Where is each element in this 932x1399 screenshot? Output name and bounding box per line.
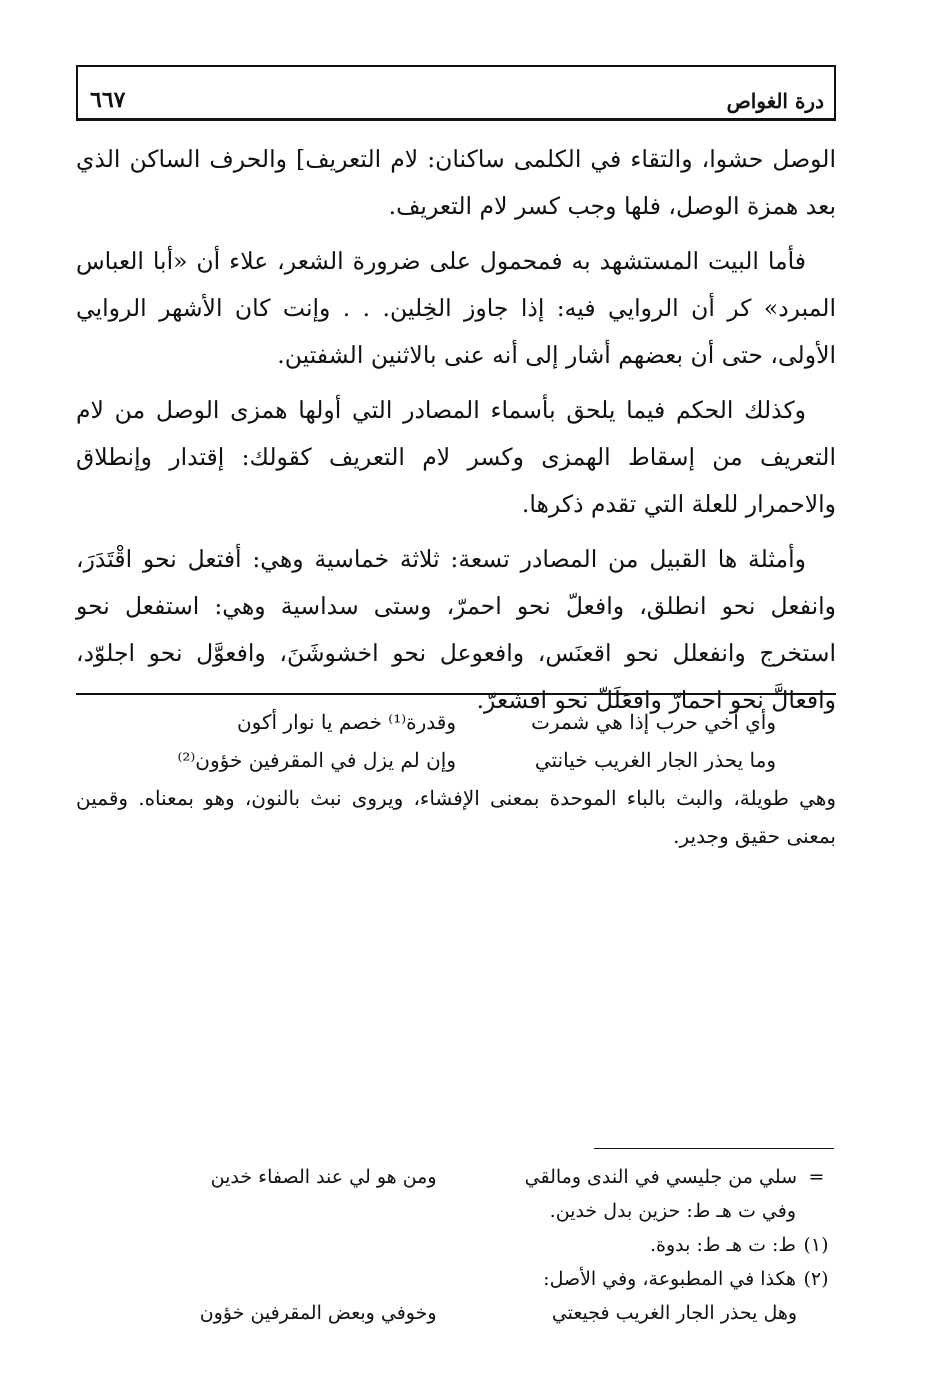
footnote-short-separator — [594, 1148, 834, 1149]
verse-line — [76, 703, 836, 741]
footnote-number: (١) — [803, 1234, 829, 1256]
variant-note: وفي ت هـ ط: حزين بدل خدين. — [549, 1200, 796, 1222]
bottom-footnotes — [76, 1160, 836, 1330]
verse-second-hemistich: وقدرة⁽¹⁾ خصم يا نوار أكون — [236, 710, 456, 734]
main-text — [76, 136, 836, 732]
verse-line — [76, 1160, 836, 1194]
paragraph: الوصل حشوا، والتقاء في الكلمى ساكنان: لام التعريف] والحرف الساكن الذي بعد همزة الوصل، فلها وجب كسر لام التعريف. — [76, 145, 836, 220]
footnote-item — [76, 1228, 836, 1262]
paragraph: وأمثلة ها القبيل من المصادر تسعة: ثلاثة خماسية وهي: أفتعل نحو اقْتَدَرَ، وانفعل نحو انطلق، وافعلّ نحو احمرّ، وستى سداسية وهي: استفعل نحو استخرج وانفعلل نحو اقعنَس، وافعوعل نحو اخشوشَنَ، وافعوَّل نحو اجلوّد، وافعالَّ نحو احمارّ وافعَلَلّ نحو اقشعرّ. — [76, 545, 836, 714]
verse-first-hemistich: سلي من جليسي في الندى ومالقي — [524, 1166, 798, 1188]
footnote-number: (٢) — [803, 1268, 829, 1290]
footnote-text: ط: ت هـ ط: بدوة. — [649, 1234, 796, 1256]
page-number: ٦٦٧ — [90, 87, 126, 113]
footnote-separator — [76, 693, 836, 695]
continuation-mark: = — [808, 1166, 825, 1188]
paragraph: وكذلك الحكم فيما يلحق بأسماء المصادر التي أولها همزى الوصل من لام التعريف من إسقاط الهمزى وكسر لام التعريف كقولك: إقتدار وإنطلاق والاحمرار للعلة التي تقدم ذكرها. — [76, 396, 836, 518]
verse-first-hemistich: وما يحذر الجار الغريب خيانتي — [534, 748, 776, 772]
verse-first-hemistich: وأي أخي حرب إذا هي شمرت — [531, 710, 776, 734]
footnote-commentary: وهي طويلة، والبث بالباء الموحدة بمعنى الإفشاء، ويروى نبث بالنون، وهو بمعناه. وقمين بمعنى حقيق وجدير. — [76, 786, 836, 848]
page-header — [76, 65, 836, 121]
paragraph: فأما البيت المستشهد به فمحمول على ضرورة الشعر، علاء أن «أبا العباس المبرد» كر أن الروايي فيه: إذا جاوز الخِلين. . . وإنت كان الأشهر الروايي الأولى، حتى أن بعضهم أشار إلى أنه عنى بالاثنين الشفتين. — [76, 247, 836, 369]
footnote-verses — [76, 703, 836, 855]
running-title: درة الغواص — [726, 89, 824, 113]
footnote-text: هكذا في المطبوعة، وفي الأصل: — [543, 1268, 796, 1290]
verse-second-hemistich: ومن هو لي عند الصفاء خدين — [210, 1166, 437, 1188]
footnote-item — [76, 1262, 836, 1296]
verse-line — [76, 741, 836, 779]
verse-second-hemistich: وإن لم يزل في المقرفين خؤون⁽²⁾ — [177, 748, 456, 772]
verse-first-hemistich: وهل يحذر الجار الغريب فجيعتي — [551, 1302, 798, 1324]
verse-line — [76, 1296, 836, 1330]
verse-second-hemistich: وخوفي وبعض المقرفين خؤون — [199, 1302, 437, 1324]
